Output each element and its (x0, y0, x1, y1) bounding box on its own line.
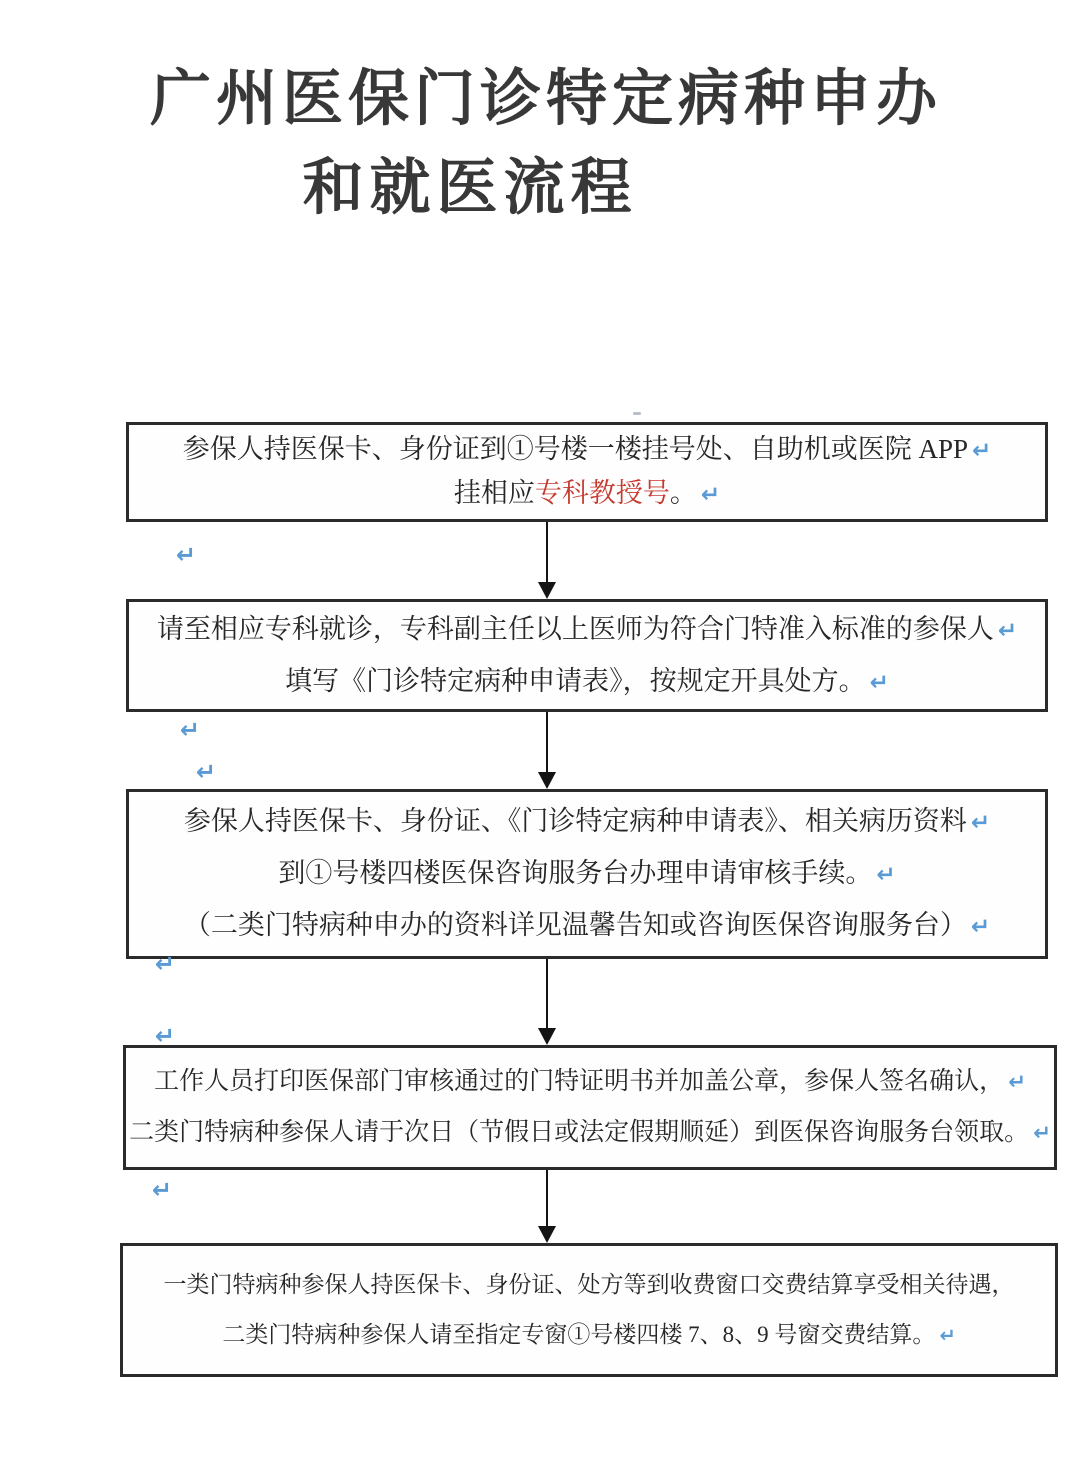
paragraph-return-icon: ↵ (876, 862, 896, 888)
box-text-line (454, 472, 720, 516)
box-text-line (154, 1057, 1026, 1108)
flow-arrow-down-3 (538, 959, 556, 1045)
flow-arrow-down-1 (538, 522, 556, 599)
box-text-line (183, 428, 992, 472)
text-segment: 挂相应 (453, 478, 535, 508)
box-text-line (184, 796, 990, 848)
box-text-line (157, 604, 1017, 656)
paragraph-return-icon: ↵ (939, 1323, 956, 1347)
page-title-line-2: 和就医流程 (302, 153, 638, 221)
text-segment: 工作人员打印医保部门审核通过的门特证明书并加盖公章，参保人签名确认， (154, 1067, 1005, 1095)
box-text-line (285, 656, 889, 708)
text-segment: 参保人持医保卡、身份证到①号楼一楼挂号处、自助机或医院 APP (182, 434, 969, 464)
paragraph-return-icon: ↵ (972, 438, 992, 464)
paragraph-return-icon: ↵ (1008, 1069, 1026, 1095)
text-segment: 一类门特病种参保人持医保卡、身份证、处方等到收费窗口交费结算享受相关待遇， (163, 1271, 1015, 1297)
paragraph-return-icon: ↵ (155, 950, 176, 978)
box-text-line (278, 848, 895, 900)
paragraph-return-icon: ↵ (196, 758, 217, 786)
flow-box-step-1 (126, 422, 1048, 522)
arrow-shaft (546, 712, 548, 772)
arrow-shaft (546, 959, 548, 1028)
flow-arrow-down-4 (538, 1170, 556, 1243)
arrow-head-icon (538, 1028, 556, 1045)
arrow-head-icon (538, 1226, 556, 1243)
page-title-line-1: 广州医保门诊特定病种申办 (149, 64, 942, 132)
text-segment: 二类门特病种参保人请至指定专窗①号楼四楼 7、8、9 号窗交费结算。 (222, 1321, 936, 1347)
box-text-line (164, 1260, 1015, 1310)
paragraph-return-icon: ↵ (176, 541, 197, 569)
text-segment: 到①号楼四楼医保咨询服务台办理申请审核手续。 (278, 858, 873, 888)
arrow-head-icon (538, 582, 556, 599)
flow-box-step-3 (126, 789, 1048, 959)
paragraph-return-icon: ↵ (997, 617, 1018, 644)
text-segment: 请至相应专科就诊，专科副主任以上医师为符合门特准入标准的参保人 (156, 613, 994, 644)
flow-box-step-4 (123, 1045, 1057, 1170)
arrow-shaft (546, 522, 548, 582)
text-segment: 参保人持医保卡、身份证、《门诊特定病种申请表》、相关病历资料 (183, 806, 967, 836)
red-highlight-text: 专科教授号 (534, 478, 670, 508)
box-text-line (222, 1310, 955, 1361)
paragraph-return-icon: ↵ (155, 1022, 176, 1050)
arrow-shaft (546, 1170, 548, 1226)
paragraph-return-icon: ↵ (700, 482, 721, 508)
text-segment: 二类门特病种参保人请于次日（节假日或法定假期顺延）到医保咨询服务台领取。 (129, 1118, 1030, 1146)
paragraph-return-icon: ↵ (1033, 1120, 1051, 1146)
text-segment: 填写《门诊特定病种申请表》，按规定开具处方。 (285, 665, 866, 696)
flow-arrow-down-2 (538, 712, 556, 789)
smudge-mark (633, 412, 641, 415)
box-text-line (184, 900, 990, 952)
paragraph-return-icon: ↵ (970, 914, 991, 940)
paragraph-return-icon: ↵ (180, 716, 201, 744)
page-title (0, 52, 1092, 230)
paragraph-return-icon: ↵ (970, 810, 991, 836)
paragraph-return-icon: ↵ (152, 1176, 173, 1204)
paragraph-return-icon: ↵ (869, 669, 889, 696)
text-segment: 。 (669, 478, 697, 508)
flow-box-step-2 (126, 599, 1048, 712)
box-text-line (129, 1108, 1051, 1159)
flow-box-step-5 (120, 1243, 1058, 1377)
arrow-head-icon (538, 772, 556, 789)
text-segment: （二类门特病种申办的资料详见温馨告知或咨询医保咨询服务台） (183, 910, 967, 940)
